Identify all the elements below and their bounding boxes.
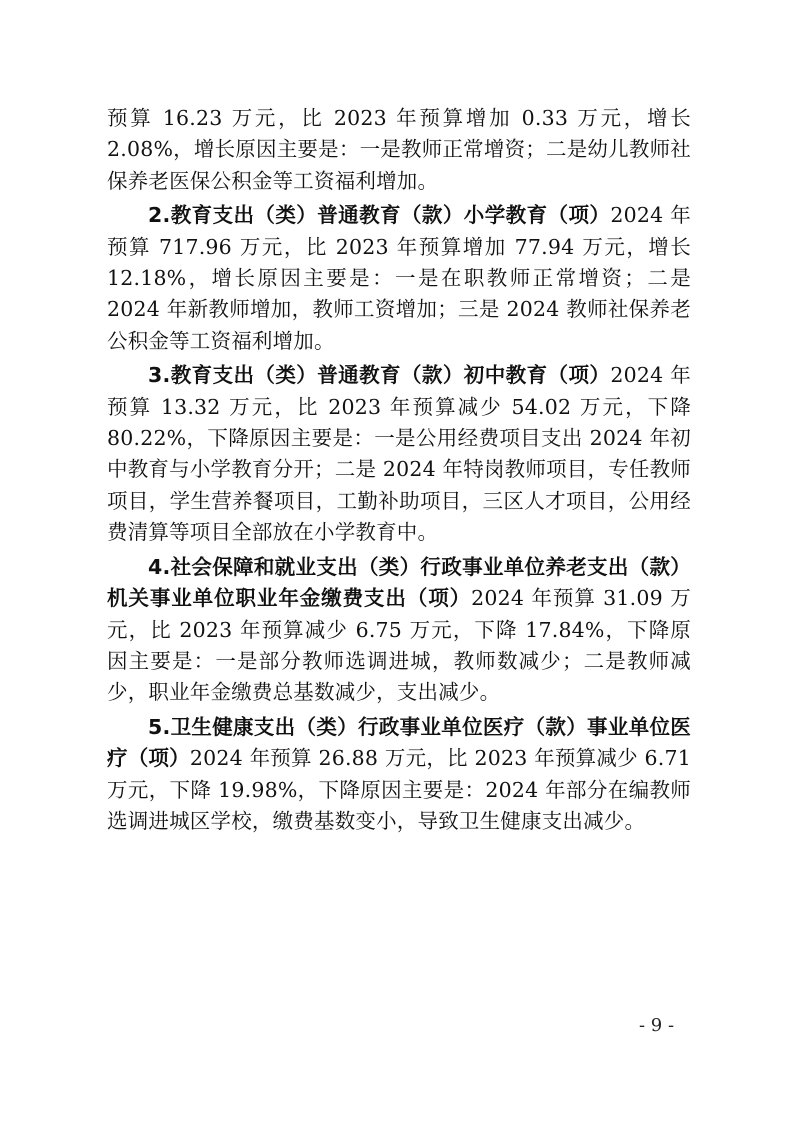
paragraph-3-heading: 3.教育支出（类）普通教育（款）初中教育（项） <box>148 363 611 388</box>
paragraph-4-occupational-annuity <box>107 552 691 709</box>
paragraph-2-heading: 2.教育支出（类）普通教育（款）小学教育（项） <box>148 203 611 228</box>
paragraph-1-continuation <box>107 103 691 197</box>
paragraph-1-text: 预算 16.23 万元，比 2023 年预算增加 0.33 万元，增长 2.08%，增长原因主要是：一是教师正常增资；二是幼儿教师社保养老医保公积金等工资福利增加。 <box>107 106 691 193</box>
paragraph-3-text: 2024 年预算 13.32 万元，比 2023 年预算减少 54.02 万元，下降 80.22%，下降原因主要是：一是公用经费项目支出 2024 年初中教育与小学教育分开；二是 2024 年特岗教师项目，专任教师项目，学生营养餐项目，工勤补助项目，三区人才项目，公用经费清算等项目全部放在小学教育中。 <box>107 363 691 545</box>
paragraph-4-heading: 4.社会保障和就业支出（类）行政事业单位养老支出（款）机关事业单位职业年金缴费支出（项） <box>107 554 691 611</box>
page-number: - 9 - <box>639 1015 675 1036</box>
paragraph-3-junior-high-education <box>107 360 691 548</box>
paragraph-5-heading: 5.卫生健康支出（类）行政事业单位医疗（款）事业单位医疗（项） <box>107 714 691 771</box>
paragraph-2-primary-education <box>107 200 691 357</box>
paragraph-5-text: 2024 年预算 26.88 万元，比 2023 年预算减少 6.71 万元，下降 19.98%，下降原因主要是：2024 年部分在编教师选调进城区学校，缴费基数变小，导致卫生健康支出减少。 <box>107 746 691 833</box>
paragraph-2-text: 2024 年预算 717.96 万元，比 2023 年预算增加 77.94 万元，增长 12.18%，增长原因主要是：一是在职教师正常增资；二是 2024 年新教师增加，教师工资增加；三是 2024 教师社保养老公积金等工资福利增加。 <box>107 203 691 353</box>
document-body <box>107 103 691 837</box>
paragraph-4-text: 2024 年预算 31.09 万元，比 2023 年预算减少 6.75 万元，下降 17.84%，下降原因主要是：一是部分教师选调进城，教师数减少；二是教师减少，职业年金缴费总基数减少，支出减少。 <box>107 586 692 705</box>
paragraph-5-health-insurance <box>107 712 691 838</box>
